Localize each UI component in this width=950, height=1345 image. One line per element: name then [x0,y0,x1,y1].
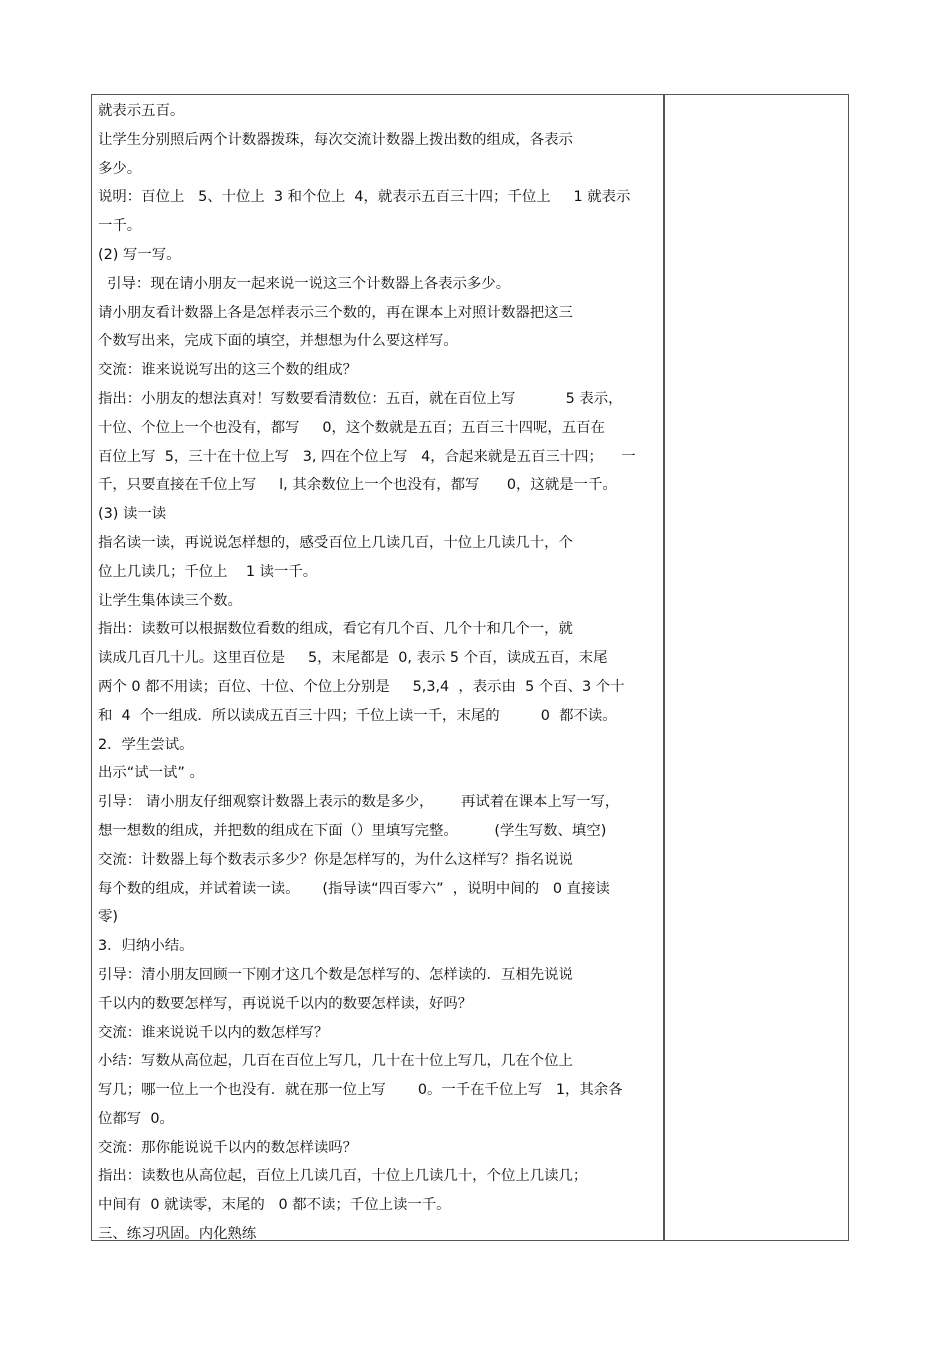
text-line: 多少。 [98,160,142,177]
text-line: 想一想数的组成，并把数的组成在下面（）里填写完整。 (学生写数、填空) [98,822,607,839]
text-line: 零) [98,909,119,926]
text-line: 位都写 0。 [98,1110,174,1127]
text-line: 两个 0 都不用读；百位、十位、个位上分别是 5,3,4 ，表示由 5 个百、3 个十 [98,678,625,695]
section-heading: 2．学生尝试。 [98,736,194,753]
text-line: 让学生分别照后两个计数器拨珠，每次交流计数器上拨出数的组成，各表示 [98,131,573,148]
text-line: 请小朋友看计数器上各是怎样表示三个数的，再在课本上对照计数器把这三 [98,304,573,321]
text-line: 指出：读数也从高位起，百位上几读几百，十位上几读几十，个位上几读几； [98,1168,588,1185]
section-heading: 3．归纳小结。 [98,938,194,955]
section-heading: (3) 读一读 [98,506,167,523]
text-line: 交流：谁来说说千以内的数怎样写？ [98,1024,329,1041]
text-line: 交流：那你能说说千以内的数怎样读吗？ [98,1139,358,1156]
text-line: 十位、个位上一个也没有，都写 0，这个数就是五百；五百三十四呢，五百在 [98,419,605,436]
text-line: 和 4 个一组成．所以读成五百三十四；千位上读一千，末尾的 0 都不读。 [98,707,617,724]
lesson-text-column [98,97,654,1249]
text-line: 引导：清小朋友回顾一下刚才这几个数是怎样写的、怎样读的．互相先说说 [98,966,573,983]
text-line: 千以内的数要怎样写，再说说千以内的数要怎样读，好吗？ [98,995,473,1012]
section-heading: 三、练习巩固。内化熟练 [98,1226,257,1243]
text-line: 个数写出来，完成下面的填空，并想想为什么要这样写。 [98,333,458,350]
text-line: 引导： 请小朋友仔细观察计数器上表示的数是多少， 再试着在课本上写一写， [98,794,620,811]
text-line: 让学生集体读三个数。 [98,592,242,609]
text-line: 指名读一读，再说说怎样想的，感受百位上几读几百，十位上几读几十，个 [98,534,573,551]
text-line: 交流：谁来说说写出的这三个数的组成？ [98,362,358,379]
text-line: 交流：计数器上每个数表示多少？你是怎样写的，为什么这样写？指名说说 [98,851,573,868]
notes-column [666,95,848,1240]
text-line: 就表示五百。 [98,103,185,119]
text-line: 千，只要直接在千位上写 l, 其余数位上一个也没有，都写 0，这就是一千。 [98,477,617,494]
text-line: 出示“试一试” 。 [98,765,204,782]
text-line: 读成几百几十儿。这里百位是 5，末尾都是 0, 表示 5 个百，读成五百，末尾 [98,650,608,667]
column-divider [663,94,665,1241]
text-line: 说明：百位上 5、十位上 3 和个位上 4，就表示五百三十四；千位上 1 就表示 [98,189,631,206]
text-line: 百位上写 5，三十在十位上写 3, 四在个位上写 4，合起来就是五百三十四； 一 [98,448,636,465]
text-line: 每个数的组成，并试着读一读。 (指导读“四百零六” ，说明中间的 0 直接读 [98,880,610,897]
text-line: 位上几读几；千位上 1 读一千。 [98,563,318,580]
text-line: 引导：现在请小朋友一起来说一说这三个计数器上各表示多少。 [98,275,511,292]
text-line: 一千。 [98,218,142,235]
text-line: 指出：读数可以根据数位看数的组成，看它有几个百、几个十和几个一，就 [98,621,573,638]
text-line: 指出：小朋友的想法真对！写数要看清数位：五百，就在百位上写 5 表示， [98,390,623,407]
section-heading: (2) 写一写。 [98,246,181,263]
text-line: 写几；哪一位上一个也没有．就在那一位上写 0。一千在千位上写 1，其余各 [98,1082,623,1099]
text-line: 中间有 0 就读零，末尾的 0 都不读；千位上读一千。 [98,1197,451,1214]
text-line: 小结：写数从高位起，几百在百位上写几，几十在十位上写几，几在个位上 [98,1053,573,1070]
